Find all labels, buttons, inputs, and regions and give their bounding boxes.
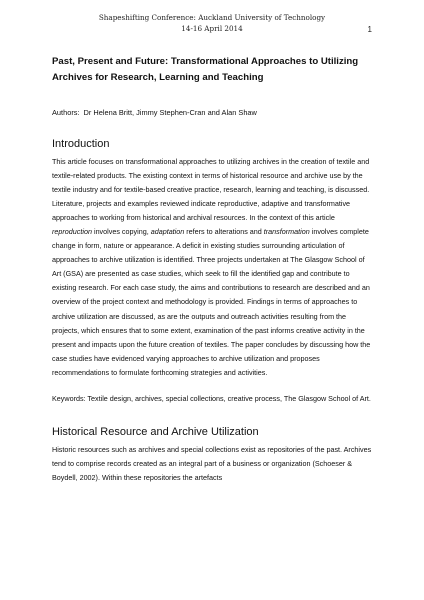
historical-heading: Historical Resource and Archive Utilization	[52, 425, 259, 438]
intro-text-2: involves copying,	[91, 227, 151, 237]
term-transformation: transformation	[263, 227, 310, 237]
intro-text-4: involves complete change in form, nature or appearance. A deficit in existing studies surrounding articulation of approaches to archive utilization is identified. Three projects undertaken at The Glasgow School of Art (GSA) are presented as case studies, which seek to fill the identified gap and contribute to existing research. For each case study, the aims and contributions to research are described and an overview of the project context and methodology is provided. Findings in terms of approaches to archive utilization are discussed, as are the outputs and outreach activities resulting from the projects, which ensures that to some extent, examination of the past informs creative activity in the present and impacts upon the future creation of textiles. The paper concludes by discussing how the case studies have evidenced varying approaches to archive utilization and proposes recommendations to formulate forthcoming strategies and activities.	[52, 227, 371, 377]
intro-text-3: refers to alterations and	[184, 227, 264, 237]
conference-name: Shapeshifting Conference: Auckland University of Technology	[98, 13, 326, 22]
term-reproduction: reproduction	[52, 227, 92, 237]
term-adaptation: adaptation	[150, 227, 185, 237]
intro-text-1: This article focuses on transformational approaches to utilizing archives in the creation of textile and textile-related products. The existing context in terms of historical resource and archive use by the textile industry and for textile-based creative practice, research, learning and teaching, is discussed. Literature, projects and examples reviewed indicate reproductive, adaptive and transformative approaches to working from historical and archival resources. In the context of this article	[52, 157, 370, 223]
running-header	[0, 13, 424, 34]
page-number: 1	[367, 25, 372, 34]
paper-title: Past, Present and Future: Transformational Approaches to Utilizing Archives for Research, Learning and Teaching	[52, 56, 359, 83]
keywords: Keywords: Textile design, archives, special collections, creative process, The Glasgow School of Art.	[52, 393, 371, 403]
introduction-heading: Introduction	[52, 138, 110, 150]
authors-line	[52, 108, 374, 118]
authors-label: Authors:	[52, 108, 80, 117]
historical-paragraph: Historic resources such as archives and special collections exist as repositories of the past. Archives tend to comprise records created as an integral part of a business or organization (Schoeser & Boydell, 2002). Within these repositories the artefacts	[52, 444, 372, 482]
authors-names: Dr Helena Britt, Jimmy Stephen-Cran and Alan Shaw	[83, 108, 257, 117]
paper-body	[52, 54, 374, 485]
introduction-paragraph	[52, 155, 374, 380]
conference-date: 14-16 April 2014	[181, 23, 243, 33]
